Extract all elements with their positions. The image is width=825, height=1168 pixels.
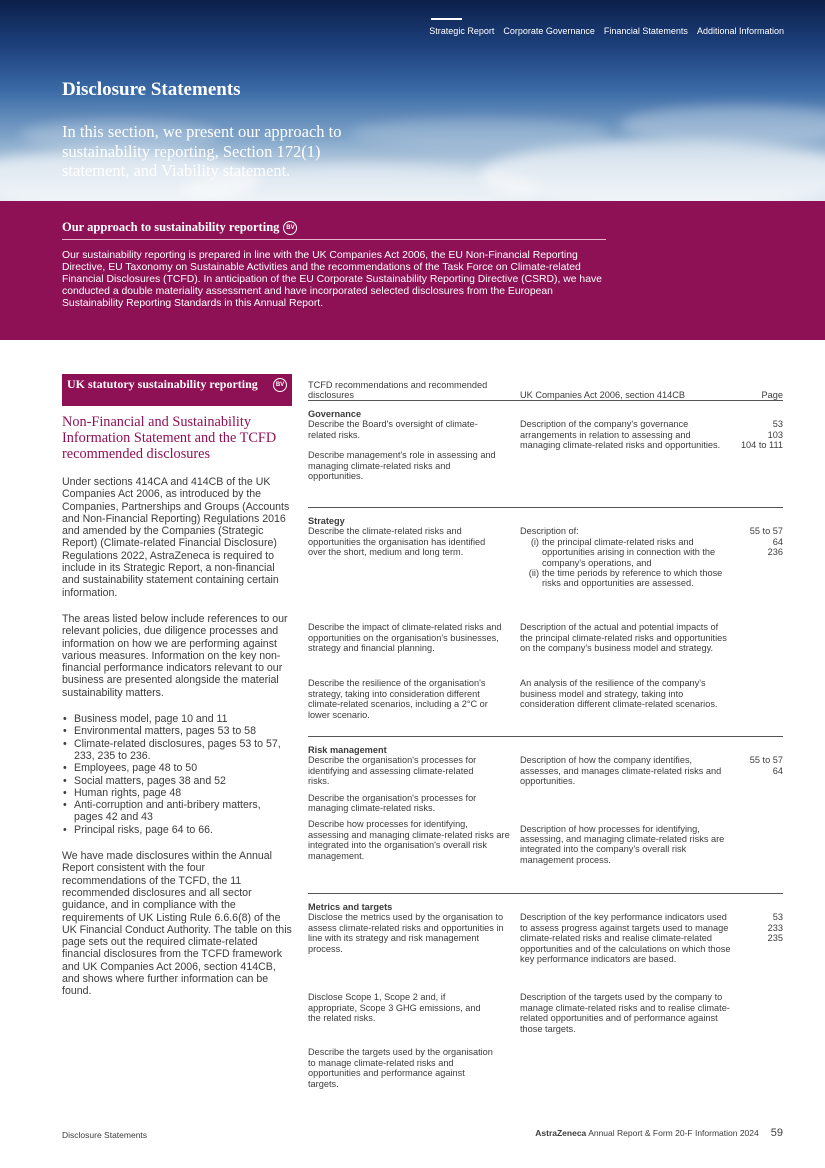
act-cell: Description of the actual and potential impacts of the principal climate-related risks and opportunities on the company's business model and strategy. — [520, 622, 727, 654]
governance-title: Governance — [308, 409, 362, 419]
tcfd-cell: Describe the targets used by the organisation to manage climate-related risks and opportunities and performance against targets. — [308, 1047, 493, 1089]
areas-list — [62, 713, 292, 836]
uk-statutory-box — [62, 374, 292, 406]
band-paragraph: Our sustainability reporting is prepared in line with the UK Companies Act 2006, the EU Non-Financial Reporting Directive, EU Taxonomy on Sustainable Activities and the recommendations of the Task Force on Climate-related Financial Disclosures (TCFD). In anticipation of the EU Corporate Sustainability Reporting Directive (CSRD), we have conducted a double materiality assessment and have incorporated selected disclosures from the European Sustainability Reporting Standards in this Annual Report. — [62, 250, 602, 309]
section-heading: Non-Financial and Sustainability Information Statement and the TCFD recommended disclosures — [62, 414, 277, 462]
footer-publication — [535, 1127, 783, 1139]
list-item: • Social matters, pages 38 and 52 — [62, 775, 292, 787]
tcfd-cell: Describe the resilience of the organisation's strategy, taking into consideration different climate-related scenarios, including a 2°C or lower scenario. — [308, 678, 488, 720]
page-cell: 55 to 57 64 — [749, 755, 783, 776]
tcfd-cell: Disclose Scope 1, Scope 2 and, if appropriate, Scope 3 GHG emissions, and the related risks. — [308, 992, 481, 1024]
footer-publication-title: Annual Report & Form 20-F Information 2024 — [588, 1128, 759, 1138]
page-title: Disclosure Statements — [62, 79, 241, 100]
disclosures-paragraph: We have made disclosures within the Annual Report consistent with the four recommendations of the TCFD, the 11 recommended disclosures and all sector guidance, and in compliance with the requirements of UK Listing Rule 6.6.6(8) of the UK Financial Conduct Authority. The table on this page sets out the required climate-related financial disclosures from the TCFD framework and UK Companies Act 2006, section 414CB, and shows where further information can be found. — [62, 850, 292, 998]
act-cell — [520, 1047, 732, 1089]
table-row — [308, 678, 783, 720]
list-item: • Anti-corruption and anti-bribery matters, pages 42 and 43 — [62, 799, 292, 824]
table-row — [308, 1047, 783, 1089]
nav-financial-statements[interactable]: Financial Statements — [603, 26, 688, 36]
list-item: • Human rights, page 48 — [62, 787, 292, 799]
act-cell: Description of the company's governance arrangements in relation to assessing and managing climate-related risks and opportunities. — [520, 419, 721, 451]
page-cell — [732, 992, 783, 1047]
uk-statutory-title: UK statutory sustainability reporting — [67, 377, 258, 391]
sustainability-approach-band — [0, 201, 825, 340]
table-row — [308, 622, 783, 678]
page-subtitle: In this section, we present our approach to sustainability reporting, Section 172(1) statement, and Viability statement. — [62, 122, 342, 180]
act-cell: Description of the key performance indicators used to assess progress against targets used to manage climate-related risks and realise climate-related opportunities and of the calculations on which those key performance indicators are based. — [520, 912, 731, 965]
table-header — [308, 380, 783, 401]
hero-banner — [0, 0, 825, 201]
list-item: • Business model, page 10 and 11 — [62, 713, 292, 725]
strategy-title: Strategy — [308, 516, 345, 526]
act-cell: Description of: (i) the principal climate-related risks and opportunities arising in connection with the company's operations, and (ii) the time periods by reference to which those risks and opportunities are assessed. — [520, 526, 732, 622]
footer-brand: AstraZeneca — [535, 1128, 587, 1138]
page-cell: 53 233 235 — [767, 912, 783, 944]
bv-badge-icon: BV — [273, 378, 287, 392]
header-tcfd: TCFD recommendations and recommended disclosures — [308, 380, 488, 401]
footer-section-name: Disclosure Statements — [62, 1130, 148, 1140]
table-row — [308, 912, 783, 992]
metrics-targets-section — [308, 894, 783, 1089]
risk-management-title: Risk management — [308, 745, 387, 755]
act-cell: Description of the targets used by the company to manage climate-related risks and to realise climate-related opportunities and of performance against those targets. — [520, 992, 730, 1034]
tcfd-cell: Describe the Board's oversight of climate-related risks. Describe management's role in assessing and managing climate-related risks and opportunities. — [308, 419, 496, 482]
table-row — [308, 755, 783, 865]
tcfd-cell: Describe the organisation's processes for identifying and assessing climate-related risks. Describe the organisation's processes for managing climate-related risks. Describe how processes for identifying, assessing and managing climate-related risks are integrated into the organisation's overall risk management. — [308, 755, 510, 861]
list-item: • Climate-related disclosures, pages 53 to 57, 233, 235 to 236. — [62, 738, 292, 763]
bv-badge-icon: BV — [283, 221, 297, 235]
risk-management-section — [308, 737, 783, 894]
header-page: Page — [761, 390, 783, 400]
page-cell — [732, 678, 783, 720]
sub-item: (i) the principal climate-related risks and opportunities arising in connection with the company's operations, and — [530, 536, 716, 568]
strategy-section — [308, 508, 783, 737]
act-cell: Description of how the company identifies, assesses, and manages climate-related risks and opportunities. Description of how processes for identifying, assessing, and managing climate-related risks are integrated into the company's overall risk management process. — [520, 755, 725, 865]
tcfd-cell: Describe the impact of climate-related risks and opportunities on the organisation's businesses, strategy and financial planning. — [308, 622, 502, 654]
nav-active-indicator — [431, 18, 462, 20]
intro-paragraph: Under sections 414CA and 414CB of the UK Companies Act 2006, as introduced by the Companies, Partnerships and Groups (Accounts and Non-Financial Reporting) Regulations 2016 and amended by the Companies (Strategic Report) (Climate-related Financial Disclosure) Regulations 2022, AstraZeneca is required to include in its Strategic Report, a non-financial and sustainability statement containing certain information. — [62, 476, 290, 599]
act-cell: An analysis of the resilience of the company's business model and strategy, taking into consideration different climate-related scenarios. — [520, 678, 718, 710]
list-item: • Principal risks, page 64 to 66. — [62, 824, 292, 836]
band-divider — [62, 239, 606, 240]
areas-paragraph: The areas listed below include references to our relevant policies, due diligence processes and information on how we are performing against various measures. Information on the key non-financial performance indicators relevant to our business are presented alongside the material sustainability matters. — [62, 612, 288, 699]
tcfd-cell: Disclose the metrics used by the organisation to assess climate-related risks and opportunities in line with its strategy and risk management process. — [308, 912, 504, 954]
band-title-text: Our approach to sustainability reporting — [62, 220, 280, 234]
tcfd-cell: Describe the climate-related risks and opportunities the organisation has identified over the short, medium and long term. — [308, 526, 486, 558]
header-companies-act: UK Companies Act 2006, section 414CB — [520, 390, 685, 400]
page-cell: 55 to 57 64 236 — [749, 526, 783, 558]
table-row — [308, 992, 783, 1047]
tcfd-table — [308, 380, 783, 1089]
section-nav — [429, 26, 784, 36]
nav-strategic-report[interactable]: Strategic Report — [429, 26, 495, 36]
table-row — [308, 526, 783, 622]
left-column — [62, 374, 292, 998]
list-item: • Employees, page 48 to 50 — [62, 762, 292, 774]
page-cell — [732, 1047, 783, 1089]
page-number: 59 — [770, 1127, 783, 1139]
sub-item: (ii) the time periods by reference to which those risks and opportunities are assessed. — [528, 568, 723, 589]
band-title — [62, 220, 297, 235]
metrics-targets-title: Metrics and targets — [308, 902, 393, 912]
nav-additional-information[interactable]: Additional Information — [696, 26, 784, 36]
table-row — [308, 419, 783, 481]
page-cell: 53 103 104 to 111 — [740, 419, 783, 451]
page-cell — [732, 622, 783, 678]
list-item: • Environmental matters, pages 53 to 58 — [62, 725, 292, 737]
governance-section — [308, 401, 783, 508]
nav-corporate-governance[interactable]: Corporate Governance — [503, 26, 595, 36]
